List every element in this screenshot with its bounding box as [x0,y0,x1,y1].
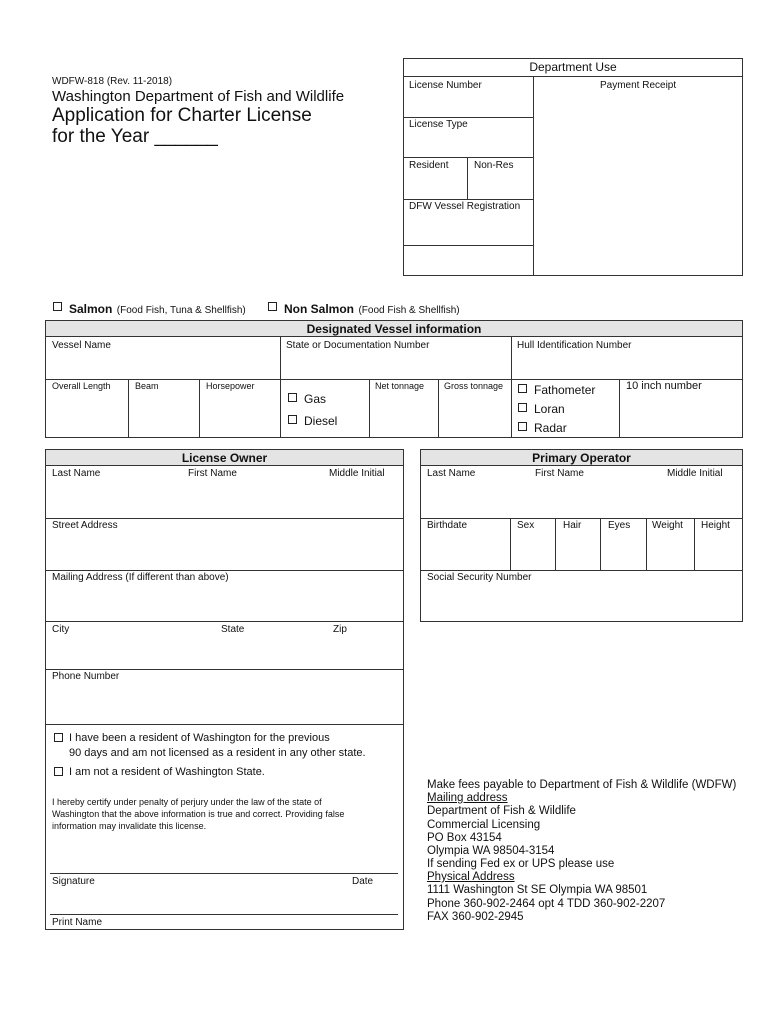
salmon-note: (Food Fish, Tuna & Shellfish) [116,305,246,316]
fax-line: FAX 360-902-2945 [427,911,524,923]
owner-last-name-label: Last Name [52,468,101,479]
mail-line1: Department of Fish & Wildlife [427,805,576,817]
phone-number-label: Phone Number [52,671,120,682]
ssn-label: Social Security Number [427,572,532,583]
license-type-label: License Type [409,119,468,130]
birthdate-label: Birthdate [427,520,468,531]
overall-length-label: Overall Length [52,381,111,391]
state-doc-number-label: State or Documentation Number [286,340,430,351]
fathometer-checkbox[interactable] [518,384,527,393]
salmon-checkbox[interactable] [53,302,62,311]
gross-tonnage-label: Gross tonnage [444,381,504,391]
state-label: State [221,624,245,635]
zip-label: Zip [333,624,347,635]
loran-label: Loran [534,402,565,416]
mail-line3: PO Box 43154 [427,832,502,844]
radar-checkbox[interactable] [518,422,527,431]
form-title: Application for Charter License [52,105,312,126]
primary-operator-title: Primary Operator [421,450,742,466]
fedex-note: If sending Fed ex or UPS please use [427,858,615,870]
physical-address-heading: Physical Address [427,871,515,883]
non-salmon-checkbox[interactable] [268,302,277,311]
owner-middle-initial-label: Middle Initial [329,468,385,479]
beam-label: Beam [135,381,159,391]
license-owner-title: License Owner [46,450,403,466]
mail-line4: Olympia WA 98504-3154 [427,845,555,857]
street-address-label: Street Address [52,520,118,531]
fathometer-label: Fathometer [534,383,596,397]
non-res-label: Non-Res [474,160,514,171]
resident-label: Resident [409,160,449,171]
mailing-address-label: Mailing Address (If different than above) [52,572,229,583]
radar-label: Radar [534,421,567,435]
owner-first-name-label: First Name [188,468,237,479]
operator-last-name-label: Last Name [427,468,476,479]
hull-id-label: Hull Identification Number [517,340,632,351]
payment-receipt-label: Payment Receipt [600,80,677,91]
gas-checkbox[interactable] [288,393,297,402]
department-use-title: Department Use [529,60,617,74]
signature-label: Signature [52,876,95,887]
non-resident-checkbox[interactable] [54,767,63,776]
weight-label: Weight [652,520,683,531]
net-tonnage-label: Net tonnage [375,381,425,391]
horsepower-label: Horsepower [206,381,255,391]
print-name-line[interactable] [50,914,398,915]
mail-line2: Commercial Licensing [427,819,541,831]
signature-line[interactable] [50,873,398,874]
non-salmon-label: Non Salmon [284,302,355,316]
certify-line1: I hereby certify under penalty of perjury under the law of the state of [52,797,322,807]
city-label: City [52,624,70,635]
fees-payable: Make fees payable to Department of Fish & Wildlife (WDFW) [427,779,737,791]
salmon-label: Salmon [69,302,113,316]
diesel-checkbox[interactable] [288,415,297,424]
operator-first-name-label: First Name [535,468,584,479]
operator-middle-initial-label: Middle Initial [667,468,723,479]
resident-checkbox[interactable] [54,733,63,742]
vessel-name-label: Vessel Name [52,340,111,351]
non-resident-statement: I am not a resident of Washington State. [69,766,265,778]
phone-line: Phone 360-902-2464 opt 4 TDD 360-902-2207 [427,898,666,910]
diesel-label: Diesel [304,414,338,428]
vessel-section-title: Designated Vessel information [46,321,742,337]
resident-statement-line1: I have been a resident of Washington for the previous [69,732,330,744]
vessel-registration-label: DFW Vessel Registration [409,201,521,212]
height-label: Height [701,520,730,531]
certify-line2: Washington that the above information is true and correct. Providing false [52,809,345,819]
agency-name: Washington Department of Fish and Wildlife [52,88,345,105]
eyes-label: Eyes [608,520,631,531]
ten-inch-number-label: 10 inch number [626,380,702,392]
loran-checkbox[interactable] [518,403,527,412]
physical-address-line: 1111 Washington St SE Olympia WA 98501 [427,884,648,896]
form-year: for the Year ______ [52,126,218,147]
resident-statement-line2: 90 days and am not licensed as a resident in any other state. [69,747,366,759]
certify-line3: information may invalidate this license. [52,821,207,831]
gas-label: Gas [304,392,327,406]
mailing-address-heading: Mailing address [427,792,508,804]
form-number: WDFW-818 (Rev. 11-2018) [52,76,173,87]
date-label: Date [352,876,374,887]
sex-label: Sex [517,520,535,531]
print-name-label: Print Name [52,917,103,928]
license-number-label: License Number [409,80,482,91]
non-salmon-note: (Food Fish & Shellfish) [358,305,460,316]
hair-label: Hair [563,520,582,531]
